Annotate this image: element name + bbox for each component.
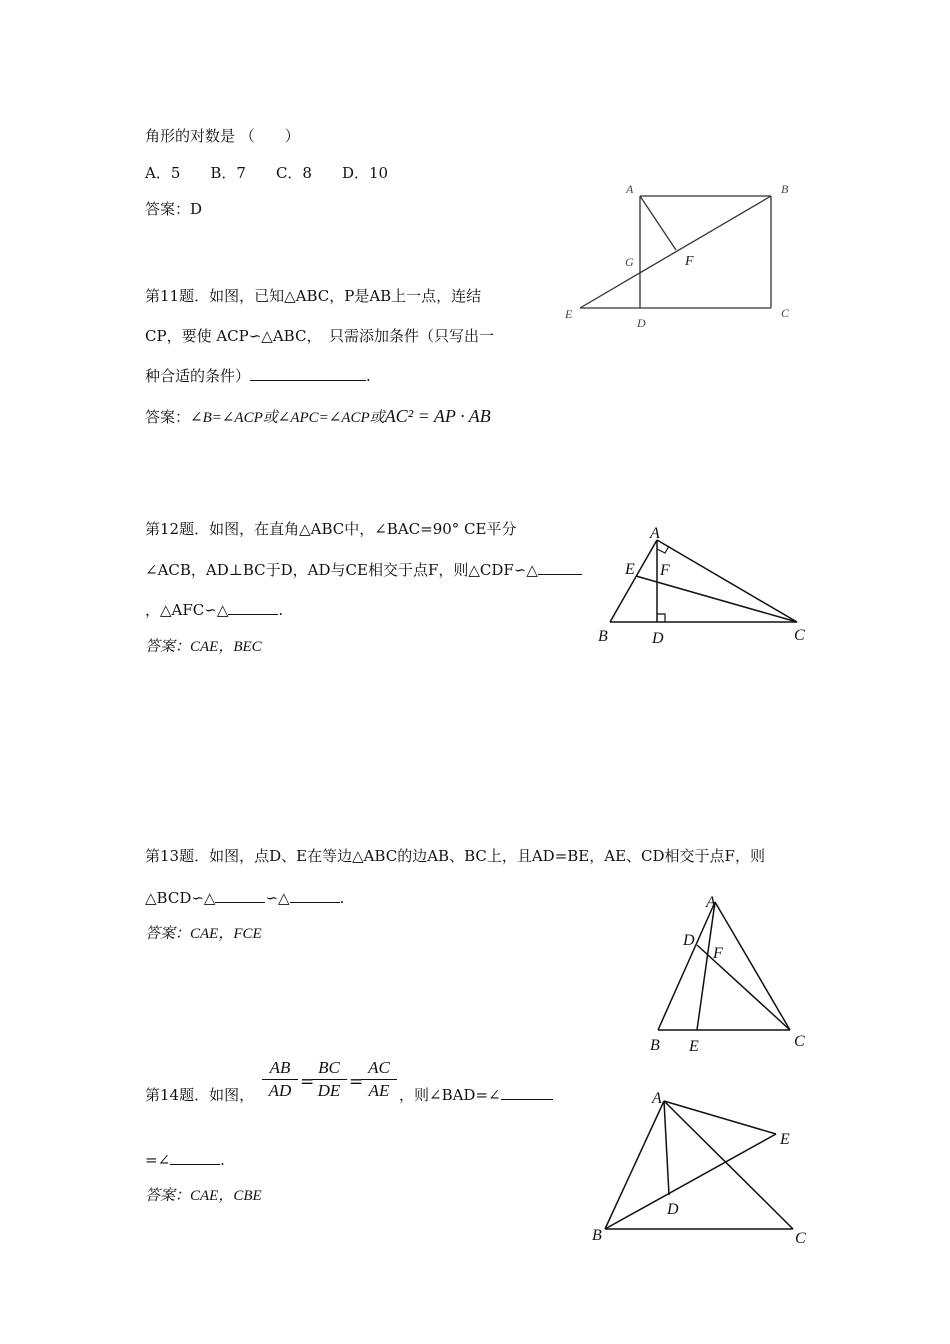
q13-blank-1 bbox=[215, 888, 265, 903]
q10-choices: A．5 B．7 C．8 D．10 bbox=[145, 164, 389, 182]
q12-line2 bbox=[145, 560, 582, 580]
q14-line2-end: . bbox=[220, 1151, 225, 1169]
q14-label-b: B bbox=[592, 1227, 602, 1244]
q14-frac-ab-ad bbox=[262, 1058, 298, 1102]
q10-seg-eb bbox=[580, 196, 771, 308]
q10-label-d: D bbox=[637, 316, 646, 330]
q13-label-d: D bbox=[683, 932, 695, 949]
q11-answer-body: ∠B=∠ACP或∠APC=∠ACP或 bbox=[190, 410, 385, 426]
q14-blank-1 bbox=[501, 1085, 553, 1100]
q14-label-a: A bbox=[652, 1090, 662, 1107]
q13-blank-2 bbox=[290, 888, 340, 903]
q13-seg-dc bbox=[697, 945, 790, 1030]
q12-answer: 答案：CAE，BEC bbox=[145, 639, 262, 655]
q11-answer bbox=[145, 406, 491, 428]
q10-figure bbox=[560, 180, 800, 330]
q12-line3-end: . bbox=[278, 601, 284, 619]
q11-line3-text: 种合适的条件） bbox=[145, 367, 251, 385]
q10-label-g: G bbox=[625, 255, 634, 269]
q14-line2 bbox=[145, 1150, 225, 1170]
q12-line3-text: ，△AFC∽△ bbox=[145, 601, 229, 619]
q14-blank-2 bbox=[170, 1150, 220, 1165]
q13-label-b: B bbox=[650, 1037, 660, 1054]
q13-label-c: C bbox=[794, 1033, 805, 1050]
q14-eq-2: = bbox=[349, 1072, 364, 1092]
q14-frac-bc-de bbox=[311, 1058, 347, 1102]
q12-right-angle-a bbox=[657, 546, 669, 553]
q13-line2-end: . bbox=[339, 889, 345, 907]
q13-seg-ac bbox=[715, 902, 790, 1030]
q11-blank bbox=[250, 366, 366, 381]
q11-line1: 第11题．如图，已知△ABC，P是AB上一点，连结 bbox=[145, 287, 482, 305]
q14-line1-end-text: ，则∠BAD=∠ bbox=[399, 1086, 501, 1104]
q10-seg-af bbox=[640, 196, 676, 250]
q13-line2-mid: ∽△ bbox=[265, 889, 290, 907]
q13-line1: 第13题．如图，点D、E在等边△ABC的边AB、BC上，且AD=BE，AE、CD相交于点F，则 bbox=[145, 847, 765, 865]
q11-line3 bbox=[145, 366, 371, 386]
q14-line2-text: =∠ bbox=[145, 1151, 171, 1169]
q11-answer-prefix: 答案： bbox=[145, 408, 191, 426]
q12-right-angle-d bbox=[657, 614, 665, 622]
q14-frac-ac-ae bbox=[361, 1058, 397, 1102]
q14-line1-end bbox=[399, 1085, 553, 1105]
q14-label-d: D bbox=[667, 1201, 679, 1218]
q10-stem-tail: 角形的对数是 （ ） bbox=[145, 127, 300, 145]
q14-frac1-den: AD bbox=[268, 1081, 292, 1100]
q14-line1-start: 第14题．如图， bbox=[145, 1086, 255, 1104]
q10-answer: 答案：D bbox=[145, 200, 203, 218]
q14-seg-ad bbox=[664, 1101, 669, 1195]
q12-line2-text: ∠ACB，AD⊥BC于D，AD与CE相交于点F，则△CDF∽△ bbox=[145, 561, 538, 579]
q10-label-c: C bbox=[781, 306, 790, 320]
q14-label-e: E bbox=[780, 1131, 790, 1148]
q13-label-f: F bbox=[713, 945, 723, 962]
q14-frac3-num: AC bbox=[361, 1058, 397, 1080]
q12-label-e: E bbox=[625, 561, 635, 578]
q13-label-a: A bbox=[706, 894, 716, 911]
q14-seg-be bbox=[605, 1134, 776, 1229]
q12-label-f: F bbox=[660, 562, 670, 579]
q12-line3 bbox=[145, 600, 283, 620]
q13-answer: 答案：CAE，FCE bbox=[145, 926, 262, 942]
q14-seg-ab bbox=[605, 1101, 664, 1229]
q12-blank-1 bbox=[538, 560, 582, 575]
q14-eq-1: = bbox=[300, 1072, 315, 1092]
q11-line3-end: . bbox=[366, 367, 371, 385]
q14-frac3-den: AE bbox=[368, 1081, 390, 1100]
q13-line2 bbox=[145, 888, 344, 908]
q14-frac2-num: BC bbox=[311, 1058, 347, 1080]
q12-seg-ab bbox=[610, 540, 657, 622]
q13-label-e: E bbox=[689, 1038, 699, 1055]
q12-label-b: B bbox=[598, 628, 608, 645]
q12-blank-2 bbox=[228, 600, 278, 615]
q13-figure bbox=[640, 890, 810, 1060]
q12-seg-ac bbox=[657, 540, 797, 622]
q10-label-b: B bbox=[781, 182, 789, 196]
q10-label-a: A bbox=[626, 182, 634, 196]
q12-label-c: C bbox=[794, 627, 805, 644]
q11-line2: CP，要使 ACP∽△ABC， 只需添加条件（只写出一 bbox=[145, 327, 494, 345]
q14-label-c: C bbox=[795, 1230, 806, 1247]
q14-frac2-den: DE bbox=[317, 1081, 341, 1100]
q12-label-d: D bbox=[652, 630, 664, 647]
q10-label-f: F bbox=[685, 254, 694, 269]
q12-line1: 第12题．如图，在直角△ABC中，∠BAC=90° CE平分 bbox=[145, 520, 517, 538]
q14-figure bbox=[585, 1088, 815, 1248]
q12-label-a: A bbox=[650, 525, 660, 542]
q10-label-e: E bbox=[565, 307, 573, 321]
q13-line2-text: △BCD∽△ bbox=[145, 889, 216, 907]
q11-answer-formula: AC² = AP · AB bbox=[384, 406, 491, 426]
q14-frac1-num: AB bbox=[262, 1058, 298, 1080]
q12-seg-ce bbox=[636, 576, 797, 622]
q14-answer: 答案：CAE，CBE bbox=[145, 1188, 262, 1204]
q12-figure bbox=[590, 520, 820, 650]
